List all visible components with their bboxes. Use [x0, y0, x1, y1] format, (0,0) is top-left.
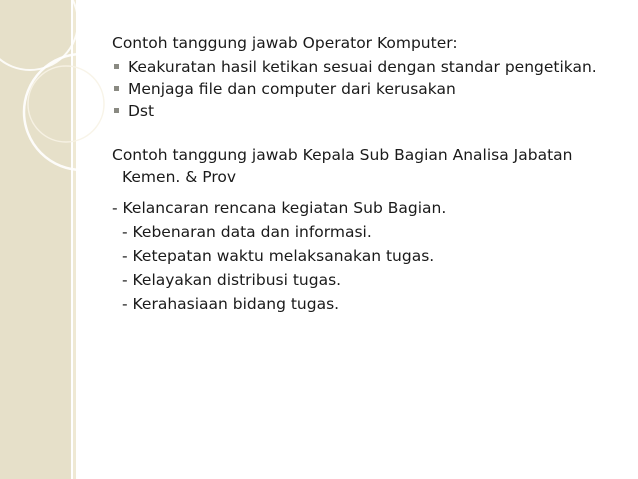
section1-bullet-list	[112, 56, 622, 122]
list-item: - Kelancaran rencana kegiatan Sub Bagian.	[112, 199, 447, 217]
section1-heading: Contoh tanggung jawab Operator Komputer:	[112, 34, 458, 52]
list-item: - Kerahasiaan bidang tugas.	[122, 295, 340, 313]
bullet-text: Menjaga file dan computer dari kerusakan	[128, 80, 456, 98]
list-item	[112, 100, 622, 122]
list-item	[112, 56, 622, 78]
slide-content	[112, 32, 622, 316]
bullet-text: Dst	[128, 102, 155, 120]
deco-circle-inner	[28, 66, 104, 142]
section2-list	[112, 196, 622, 316]
list-item: - Kebenaran data dan informasi.	[122, 223, 372, 241]
spacer	[112, 122, 622, 144]
square-bullet-icon	[114, 64, 119, 69]
section2-heading: Contoh tanggung jawab Kepala Sub Bagian Analisa Jabatan Kemen. & Prov	[112, 146, 573, 186]
deco-circle-top	[0, 0, 78, 70]
square-bullet-icon	[114, 108, 119, 113]
bullet-text: Keakuratan hasil ketikan sesuai dengan standar pengetikan.	[128, 58, 597, 76]
square-bullet-icon	[114, 86, 119, 91]
list-item: - Ketepatan waktu melaksanakan tugas.	[122, 247, 435, 265]
list-item	[112, 78, 622, 100]
list-item: - Kelayakan distribusi tugas.	[122, 271, 342, 289]
